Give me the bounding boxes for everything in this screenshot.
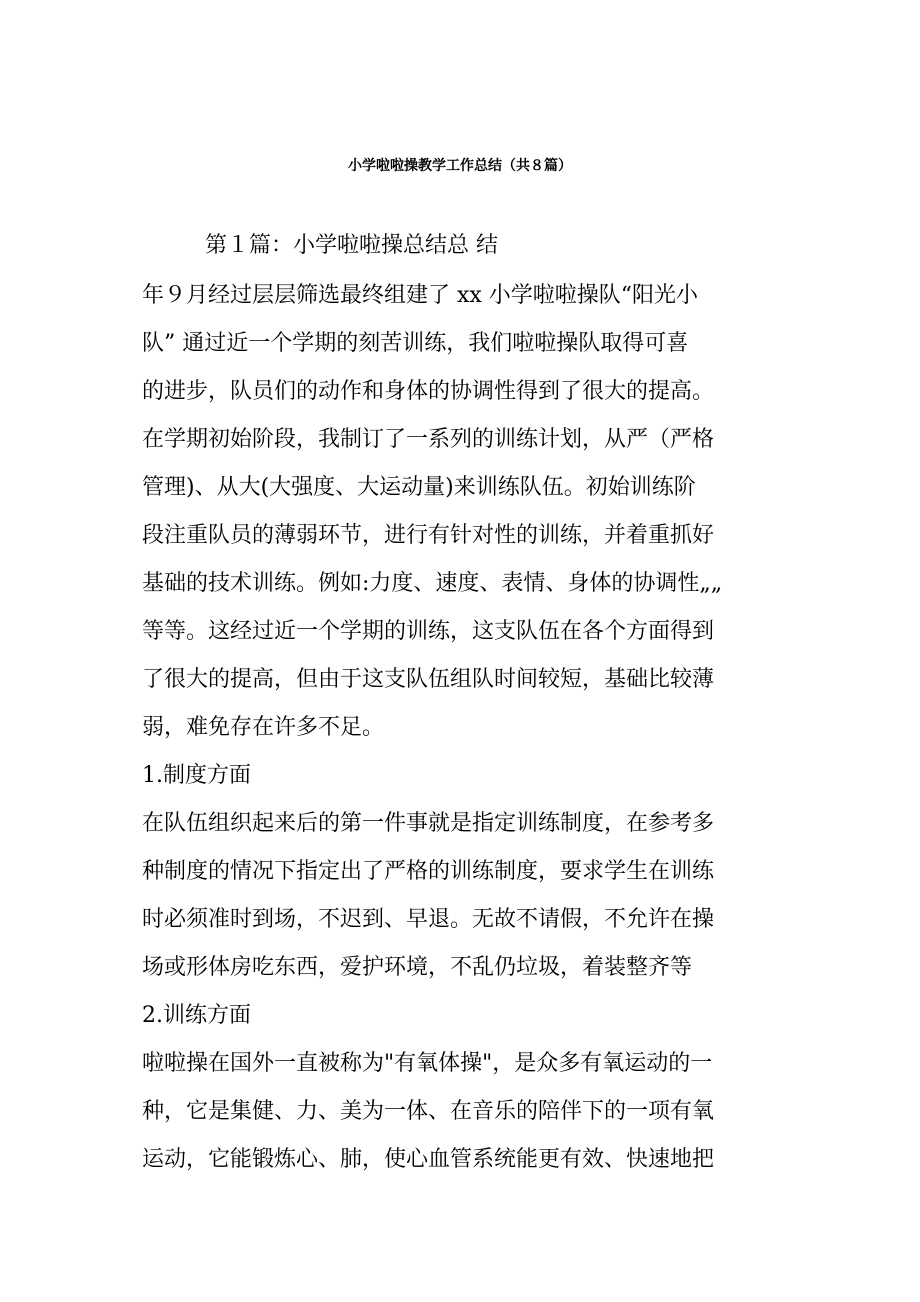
- body-line: 队” 通过近一个学期的刻苦训练，我们啦啦操队取得可喜: [142, 331, 689, 356]
- section-heading-training: 2.训练方面: [142, 1003, 251, 1028]
- body-line: 管理)、从大(大强度、大运动量)来训练队伍。初始训练阶: [142, 475, 696, 500]
- body-line: 了很大的提高，但由于这支队伍组队时间较短，基础比较薄: [142, 667, 715, 692]
- body-line: 在队伍组织起来后的第一件事就是指定训练制度，在参考多: [142, 811, 715, 836]
- body-line: 场或形体房吃东西，爱护环境，不乱仍垃圾，着装整齐等: [142, 955, 693, 980]
- body-line: 种制度的情况下指定出了严格的训练制度，要求学生在训练: [142, 859, 715, 884]
- body-line: 在学期初始阶段，我制订了一系列的训练计划，从严（严格: [142, 427, 715, 452]
- body-line: 基础的技术训练。例如:力度、速度、表情、身体的协调性„„: [142, 571, 723, 596]
- body-line: 段注重队员的薄弱环节，进行有针对性的训练，并着重抓好: [142, 523, 715, 548]
- body-line: 时必须准时到场，不迟到、早退。无故不请假，不允许在操: [142, 907, 715, 932]
- body-line: 种，它是集健、力、美为一体、在音乐的陪伴下的一项有氧: [142, 1099, 715, 1124]
- body-line: 弱，难免存在许多不足。: [142, 715, 385, 740]
- chapter-heading: 第１篇：小学啦啦操总结总 结: [205, 233, 498, 258]
- body-line: 运动，它能锻炼心、肺，使心血管系统能更有效、快速地把: [142, 1147, 715, 1172]
- document-title: 小学啦啦操教学工作总结（共８篇）: [348, 158, 572, 174]
- body-line: 的进步，队员们的动作和身体的协调性得到了很大的提高。: [142, 379, 715, 404]
- body-line: 啦啦操在国外一直被称为"有氧体操"，是众多有氧运动的一: [142, 1051, 713, 1076]
- body-line: 年９月经过层层筛选最终组建了 xx 小学啦啦操队“阳光小: [142, 283, 699, 308]
- section-heading-system: 1.制度方面: [142, 763, 251, 788]
- body-line: 等等。这经过近一个学期的训练，这支队伍在各个方面得到: [142, 619, 715, 644]
